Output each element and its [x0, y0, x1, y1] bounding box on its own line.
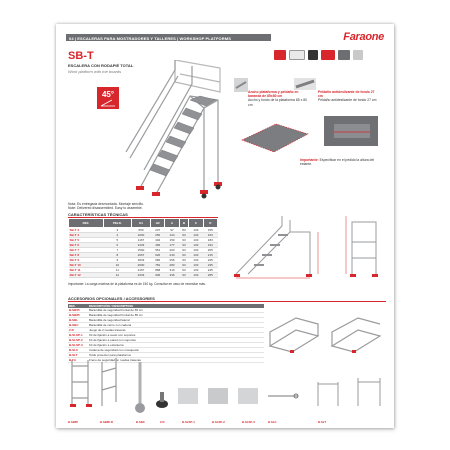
- important-note-body: Especificar en el pedido la altura del estante.: [300, 158, 375, 167]
- col-header: PELD.: [103, 219, 131, 228]
- table-cell: 4: [103, 233, 131, 238]
- table-cell: 93: [179, 263, 189, 268]
- table-cell-ref: SB-T 5: [69, 238, 104, 243]
- warranty-logo: [321, 50, 335, 60]
- col-header: C: [189, 219, 203, 228]
- table-cell: 283: [165, 263, 179, 268]
- table-cell: 250: [151, 233, 165, 238]
- accessory-caption: B-SLC: [268, 420, 277, 424]
- important-note: [300, 158, 380, 166]
- header-strip-text: 04 | ESCALERAS PARA MOSTRADORES Y TALLERES | WORKSHOP PLATFORMS: [69, 35, 231, 41]
- table-cell: 163: [203, 233, 217, 238]
- ce-logo: [274, 50, 286, 60]
- table-cell: 650: [131, 228, 150, 233]
- table-cell: Kit de fijación a estantería: [88, 343, 264, 348]
- table-cell-ref: B-SB65: [68, 308, 88, 313]
- table-cell: 83: [179, 228, 189, 233]
- product-subtitle: ESCALERA CON RODAPIÉ TOTAL: [68, 63, 134, 68]
- table-cell: 466: [151, 243, 165, 248]
- table-cell: 93: [179, 238, 189, 243]
- table-cell: 103: [189, 263, 203, 268]
- table-cell-ref: 2-R: [68, 328, 88, 333]
- load-note: [68, 282, 386, 286]
- table-cell: 255: [203, 273, 217, 278]
- table-cell: Kit de fijación a suelo con soportes: [88, 333, 264, 338]
- accessory-caption: B-SBC: [136, 420, 145, 424]
- table-cell: 103: [189, 273, 203, 278]
- table-cell-ref: B-SLT: [68, 353, 88, 358]
- accessory-caption: B-SLSP-1: [182, 420, 195, 424]
- table-cell-ref: B-SLC: [68, 348, 88, 353]
- table-cell-ref: SB-T 6: [69, 243, 104, 248]
- delivery-note-en: Note: Delivered disassembled. Easy to assemble.: [68, 206, 143, 210]
- table-cell-ref: SB-T 7: [69, 248, 104, 253]
- table-cell: 682: [151, 258, 165, 263]
- header-strip: [66, 34, 271, 41]
- accessory-caption: B-SB85-R: [100, 420, 113, 424]
- product-subtitle-en: Work platform with toe boards: [68, 69, 122, 74]
- table-cell: 93: [179, 233, 189, 238]
- table-cell: 225: [203, 258, 217, 263]
- table-cell: 103: [189, 243, 203, 248]
- load-logo: [338, 50, 350, 60]
- accessory-handrail-photos: [266, 310, 386, 356]
- table-cell: 93: [179, 253, 189, 258]
- table-cell: 11: [103, 268, 131, 273]
- table-cell: 1833: [131, 258, 150, 263]
- important-note-title: Importante:: [300, 158, 319, 162]
- accessory-caption: B-SB65: [68, 420, 78, 424]
- table-cell: 8: [103, 253, 131, 258]
- characteristics-table-body: [69, 228, 218, 278]
- characteristics-table: [68, 218, 218, 278]
- brand-logo: Faraone: [343, 31, 384, 43]
- table-cell: 12: [103, 273, 131, 278]
- table-row: [69, 273, 218, 278]
- certification-logos: [274, 50, 384, 62]
- table-cell: 2000: [131, 263, 150, 268]
- table-cell: 626: [151, 253, 165, 258]
- table-cell: 6: [103, 243, 131, 248]
- table-cell-ref: SB-T 4: [69, 233, 104, 238]
- table-cell-ref: SB-T 3: [69, 228, 104, 233]
- table-cell-ref: SB-T 11: [69, 268, 104, 273]
- delivery-note-es: Nota: Es entregada desmontada. Montaje sencillo.: [68, 202, 144, 206]
- accessory-caption: B-SLT: [318, 420, 327, 424]
- angle-badge: [97, 87, 119, 109]
- delivery-note: [68, 202, 144, 210]
- table-cell-ref: SB-T 12: [69, 273, 104, 278]
- table-cell-ref: SB-T 8: [69, 253, 104, 258]
- table-cell: 103: [189, 248, 203, 253]
- accessory-caption: B-SLSP-2: [212, 420, 225, 424]
- table-cell: 103: [189, 258, 203, 263]
- table-cell: 150: [165, 238, 179, 243]
- table-cell: 310: [165, 268, 179, 273]
- accessory-photos: [68, 352, 386, 418]
- load-note-text: Importante: La carga máxima de la plataforma es de 150 kg. Consultar en caso de necesitar más.: [68, 282, 206, 286]
- table-cell: Cadena de seguridad con mosquetón: [88, 348, 264, 353]
- ladder-illustration: [120, 60, 230, 200]
- col-header: B: [179, 219, 189, 228]
- table-cell: Barandilla de seguridad lateral: [88, 318, 264, 323]
- platform-size-note-body: Ancho y fondo de la plataforma 85 x 80 cm: [248, 98, 307, 107]
- table-cell: 193: [203, 243, 217, 248]
- table-cell: 336: [165, 273, 179, 278]
- col-header: A: [165, 219, 179, 228]
- table-cell: 230: [165, 253, 179, 258]
- table-cell: 2167: [131, 268, 150, 273]
- table-cell: 97: [165, 228, 179, 233]
- table-cell: Freno de seguridad en ruedas traseras: [88, 358, 264, 363]
- table-cell-ref: B-SBC: [68, 323, 88, 328]
- col-header: H2: [151, 219, 165, 228]
- table-cell-ref: B-SLSP-2: [68, 338, 88, 343]
- table-cell: 103: [189, 268, 203, 273]
- table-cell: 256: [165, 258, 179, 263]
- dimension-diagram: [226, 212, 386, 282]
- table-cell: 781: [151, 263, 165, 268]
- table-cell: 103: [189, 233, 203, 238]
- table-cell: 103: [189, 228, 203, 233]
- table-cell-ref: B-SLSP-1: [68, 333, 88, 338]
- table-cell: Barandilla de cierre con cadena: [88, 323, 264, 328]
- table-cell: 93: [179, 243, 189, 248]
- table-cell: 235: [203, 263, 217, 268]
- table-cell: 868: [151, 268, 165, 273]
- table-cell: 155: [203, 228, 217, 233]
- table-cell: 245: [203, 268, 217, 273]
- angle-icon: [100, 99, 116, 107]
- table-cell: 1000: [131, 233, 150, 238]
- table-cell-ref: B-SBL: [68, 318, 88, 323]
- standard-logo: [308, 50, 318, 60]
- table-cell: 561: [151, 248, 165, 253]
- quality-logo: [289, 50, 305, 60]
- table-cell: Juego de 2 ruedas traseras: [88, 328, 264, 333]
- table-cell: 93: [179, 268, 189, 273]
- assembly-logo: [353, 50, 363, 60]
- col-header: REF.: [69, 219, 104, 228]
- table-header-row: [69, 219, 218, 228]
- platform-size-note: [248, 90, 308, 107]
- platform-dimension-photos: [234, 110, 382, 156]
- table-cell: 237: [151, 228, 165, 233]
- table-cell: 205: [203, 248, 217, 253]
- angle-badge-label: 45°: [101, 90, 115, 99]
- datasheet-page: [56, 24, 394, 428]
- table-cell: 203: [165, 248, 179, 253]
- platform-size-note-title: Ancho plataforma y peldaño en baranda de 85x80 cm: [248, 90, 299, 99]
- table-cell: 1167: [131, 238, 150, 243]
- table-cell-ref: B-FA: [68, 358, 88, 363]
- table-cell: 3: [103, 228, 131, 233]
- table-cell-ref: SB-T 10: [69, 263, 104, 268]
- col-header: H1: [131, 219, 150, 228]
- table-cell: Toldo protector para plataforma: [88, 353, 264, 358]
- table-cell-ref: SB-T 9: [69, 258, 104, 263]
- table-cell: 936: [151, 273, 165, 278]
- accessory-caption: 2-R: [160, 420, 165, 424]
- col-header: D: [203, 219, 217, 228]
- accessories-title: ACCESORIOS OPCIONALES / ACCESSORIES: [68, 296, 155, 301]
- page-header: [66, 33, 384, 43]
- table-cell-ref: B-SB85: [68, 313, 88, 318]
- table-cell: 93: [179, 273, 189, 278]
- table-cell: 177: [165, 243, 179, 248]
- table-cell: 9: [103, 258, 131, 263]
- table-cell: 404: [151, 238, 165, 243]
- tread-note: [318, 90, 380, 103]
- tread-note-title: Peldaño antideslizante de fondo 27 cm: [318, 90, 375, 99]
- table-cell-ref: B-SLSP-3: [68, 343, 88, 348]
- step-detail-photo: [234, 78, 248, 92]
- table-cell: 7: [103, 248, 131, 253]
- table-cell: 124: [165, 233, 179, 238]
- table-cell: 1500: [131, 248, 150, 253]
- table-cell: Barandilla de seguridad frontal de 85 cm: [88, 313, 264, 318]
- table-cell: 183: [203, 238, 217, 243]
- table-cell: 215: [203, 253, 217, 258]
- table-cell: 93: [179, 248, 189, 253]
- table-cell: 103: [189, 238, 203, 243]
- table-cell: 5: [103, 238, 131, 243]
- tread-detail-photo: [294, 78, 316, 90]
- table-cell: 103: [189, 253, 203, 258]
- col-header: REF.: [68, 304, 88, 308]
- table-cell: 1667: [131, 253, 150, 258]
- table-cell: Barandilla de seguridad frontal de 65 cm: [88, 308, 264, 313]
- table-cell: 93: [179, 258, 189, 263]
- accessory-caption: B-SLSP-3: [242, 420, 255, 424]
- table-cell: 1333: [131, 243, 150, 248]
- table-cell: 10: [103, 263, 131, 268]
- characteristics-title: CARACTERÍSTICAS TÉCNICAS: [68, 212, 128, 217]
- table-cell: 2333: [131, 273, 150, 278]
- tread-note-body: Peldaño antideslizante de fondo 27 cm: [318, 98, 377, 103]
- col-header: DESCRIPCIÓN / DESCRIPTION: [88, 304, 264, 308]
- product-title: SB-T: [68, 50, 94, 62]
- section-divider: [68, 301, 386, 302]
- table-cell: Kit de fijación a pared con soportes: [88, 338, 264, 343]
